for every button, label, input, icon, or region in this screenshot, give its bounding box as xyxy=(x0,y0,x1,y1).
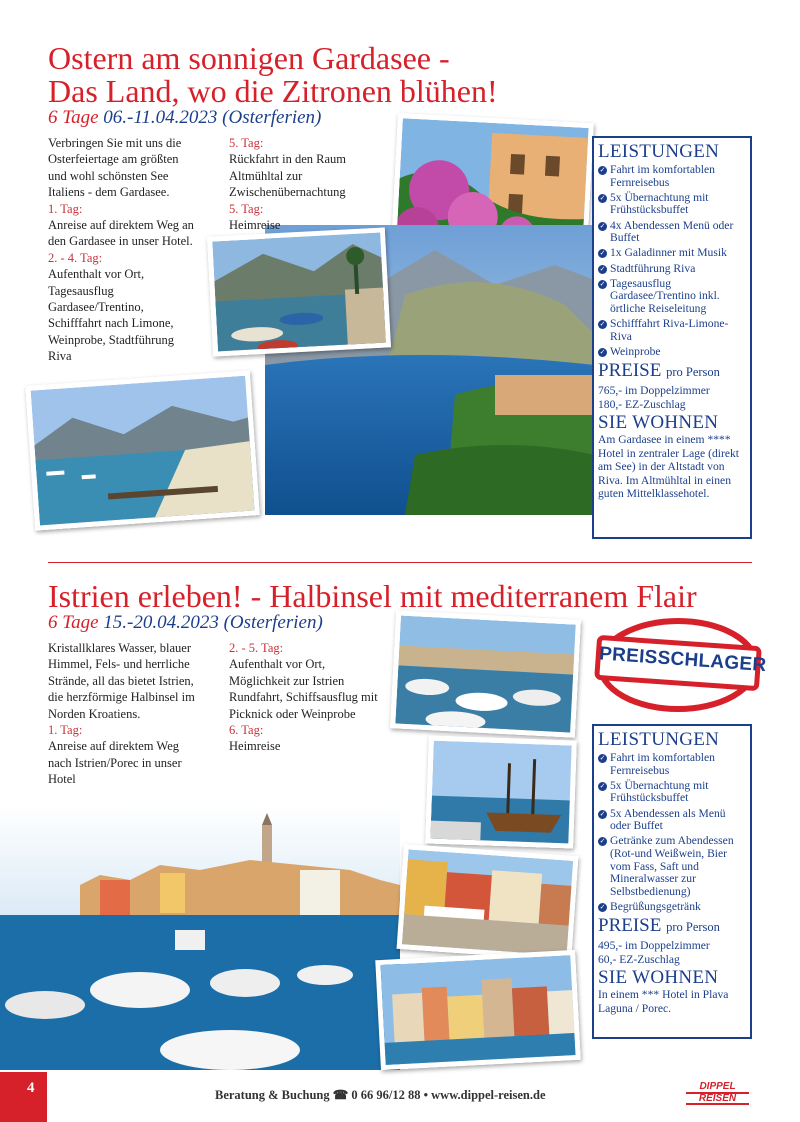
trip1.col2-text-line: Rückfahrt in den Raum xyxy=(229,152,346,167)
trip1-title-line1: Ostern am sonnigen Gardasee - xyxy=(48,40,450,76)
photo-promenade xyxy=(397,844,579,961)
leistung-text: Getränke zum Abendessen (Rot-und Weißwein, Bier vom Fass, Saft und Mineralwasser zur Selbstbedienung) xyxy=(610,834,734,898)
trip2.col1-text-line: nach Istrien/Porec in unser xyxy=(48,755,182,770)
trip1.col1-day-label: 2. - 4. Tag: xyxy=(48,250,103,265)
check-icon: ✓ xyxy=(599,279,606,288)
leistung-item xyxy=(598,835,746,898)
check-icon: ✓ xyxy=(599,320,606,329)
leistung-text: 5x Übernachtung mit Frühstücksbuffet xyxy=(610,778,709,805)
leistung-text: Begrüßungsgetränk xyxy=(610,899,701,913)
leistung-item xyxy=(598,808,746,833)
trip2.col1-text-line: Himmel, Fels- und herrliche xyxy=(48,657,190,672)
leistung-text: Fahrt im komfortablen Fernreisebus xyxy=(610,163,715,189)
trip1.col1-text-line: Weinprobe, Stadtführung xyxy=(48,332,175,347)
footer-contact[interactable]: Beratung & Buchung ☎ 0 66 96/12 88 • www.dippel-reisen.de xyxy=(215,1088,546,1102)
dippel-reisen-logo xyxy=(680,1082,755,1104)
trip2.col1-text-line: Strände, all das bietet Istrien, xyxy=(48,673,194,688)
leistung-item xyxy=(598,247,746,260)
trip2.col2-text-line: Möglichkeit zur Istrien xyxy=(229,673,345,688)
leistung-item xyxy=(598,192,746,217)
leistung-item xyxy=(598,901,746,914)
trip1.col1-text-line: Gardasee/Trentino, xyxy=(48,300,144,315)
trip2.col2-text-line: Picknick oder Weinprobe xyxy=(229,706,356,721)
trip2.col1-text-line: Hotel xyxy=(48,772,76,787)
photo-beach-pier xyxy=(25,370,260,530)
trip2-preise-heading xyxy=(598,916,746,937)
trip2.col2-day-label: 6. Tag: xyxy=(229,723,264,738)
trip1-description-col1 xyxy=(48,135,213,365)
logo-line1: DIPPEL xyxy=(699,1081,736,1092)
trip1-dates: 06.-11.04.2023 (Osterferien) xyxy=(103,107,322,128)
trip2.col1-day-label: 1. Tag: xyxy=(48,723,83,738)
trip2-preise-suffix: pro Person xyxy=(666,920,720,935)
trip1-wohnen-heading: SIE WOHNEN xyxy=(598,412,719,434)
trip2-info-box xyxy=(592,724,752,1039)
trip2-days: 6 Tage xyxy=(48,612,99,633)
trip2-dates: 15.-20.04.2023 (Osterferien) xyxy=(103,612,323,633)
logo-line2: REISEN xyxy=(686,1092,749,1105)
leistung-item xyxy=(598,346,746,359)
trip1.col1-text-line: Riva xyxy=(48,349,72,364)
trip1.col1-text-line: Italiens - dem Gardasee. xyxy=(48,185,170,200)
trip2-description-col2 xyxy=(229,640,399,755)
page-number: 4 xyxy=(0,1072,47,1122)
trip2.col1-text-line: Anreise auf direktem Weg xyxy=(48,739,180,754)
stamp-label: PREISSCHLAGER xyxy=(598,643,768,677)
trip1-days: 6 Tage xyxy=(48,107,99,128)
check-icon: ✓ xyxy=(599,249,606,258)
trip1.col1-text-line: Tagesausflug xyxy=(48,283,114,298)
photo-harbour-boats xyxy=(207,227,391,356)
trip2.col1-text-line: Norden Kroatiens. xyxy=(48,706,141,721)
check-icon: ✓ xyxy=(599,902,606,911)
check-icon: ✓ xyxy=(599,781,606,790)
check-icon: ✓ xyxy=(599,754,606,762)
trip1.col2-day-label: 5. Tag: xyxy=(229,136,264,150)
trip1-preise-heading xyxy=(598,361,746,382)
trip1-price-single: 180,- EZ-Zuschlag xyxy=(598,397,686,411)
check-icon: ✓ xyxy=(599,264,606,273)
trip1.col1-text-line: Anreise auf direktem Weg an xyxy=(48,218,194,233)
trip1.col2-day-label: 5. Tag: xyxy=(229,201,264,216)
trip1.col1-text-line: Osterfeiertage am größten xyxy=(48,152,179,167)
leistung-item xyxy=(598,220,746,245)
leistung-item xyxy=(598,780,746,805)
check-icon: ✓ xyxy=(599,221,606,230)
check-icon: ✓ xyxy=(599,347,606,356)
photo-pirate-ship xyxy=(425,735,577,848)
trip2-preise-title: PREISE xyxy=(598,915,662,937)
trip1-leistungen-list xyxy=(598,164,746,358)
leistung-text: Fahrt im komfortablen Fernreisebus xyxy=(610,751,715,777)
section-divider xyxy=(48,562,752,563)
trip1.col1-text-line: Aufenthalt vor Ort, xyxy=(48,267,145,282)
trip2-price-double: 495,- im Doppelzimmer xyxy=(598,939,710,953)
trip2-description-col1 xyxy=(48,640,218,788)
trip2-wohnen-text: In einem *** Hotel in Plava Laguna / Porec. xyxy=(598,988,729,1015)
trip1.col1-day-label: 1. Tag: xyxy=(48,201,83,216)
leistung-text: Weinprobe xyxy=(610,344,661,358)
trip2.col2-text-line: Rundfahrt, Schiffsausflug mit xyxy=(229,690,378,705)
trip2-dates-line xyxy=(48,612,323,634)
trip2-title: Istrien erleben! - Halbinsel mit mediterranem Flair xyxy=(48,578,697,614)
check-icon: ✓ xyxy=(599,837,606,846)
trip2-wohnen-heading: SIE WOHNEN xyxy=(598,967,719,989)
trip1.col1-text-line: und wohl schönsten See xyxy=(48,168,169,183)
leistung-item xyxy=(598,263,746,276)
trip2.col2-text-line: Heimreise xyxy=(229,739,281,754)
trip1-preise-title: PREISE xyxy=(598,360,662,382)
trip2.col2-text-line: Aufenthalt vor Ort, xyxy=(229,657,326,672)
leistung-text: Stadtführung Riva xyxy=(610,261,696,275)
leistung-text: 1x Galadinner mit Musik xyxy=(610,246,727,260)
trip1-preise-suffix: pro Person xyxy=(666,365,720,380)
trip1-price-double: 765,- im Doppelzimmer xyxy=(598,384,710,398)
trip2.col2-day-label: 2. - 5. Tag: xyxy=(229,641,284,655)
check-icon: ✓ xyxy=(599,193,606,202)
trip1.col1-text-line: Schifffahrt nach Limone, xyxy=(48,316,174,331)
trip1.col1-text-line: Verbringen Sie mit uns die xyxy=(48,136,182,150)
preisschlager-stamp xyxy=(593,615,768,715)
photo-rovinj-harbour xyxy=(0,805,400,1070)
trip1.col2-text-line: Zwischenübernachtung xyxy=(229,185,346,200)
trip1.col1-text-line: den Gardasee in unser Hotel. xyxy=(48,234,193,249)
leistung-text: Schifffahrt Riva-Limone-Riva xyxy=(610,317,729,343)
trip1-leistungen-heading: LEISTUNGEN xyxy=(598,141,720,162)
photo-rovinj-town xyxy=(375,950,580,1070)
trip2.col1-text-line: die herzförmige Halbinsel im xyxy=(48,690,195,705)
trip1-description-col2 xyxy=(229,135,394,233)
check-icon: ✓ xyxy=(599,166,606,174)
trip1.col2-text-line: Heimreise xyxy=(229,218,281,233)
trip1.col2-text-line: Altmühltal zur xyxy=(229,168,303,183)
trip2-price-single: 60,- EZ-Zuschlag xyxy=(598,952,680,966)
photo-marina xyxy=(390,610,581,738)
trip2-leistungen-heading: LEISTUNGEN xyxy=(598,729,720,750)
leistung-item xyxy=(598,278,746,316)
leistung-item xyxy=(598,164,746,189)
leistung-text: 4x Abendessen Menü oder Buffet xyxy=(610,218,734,245)
trip2.col1-text-line: Kristallklares Wasser, blauer xyxy=(48,641,192,655)
leistung-text: Tagesausflug Gardasee/Trentino inkl. örtliche Reiseleitung xyxy=(610,276,720,315)
check-icon: ✓ xyxy=(599,809,606,818)
trip1-dates-line xyxy=(48,107,321,129)
trip2-leistungen-list xyxy=(598,752,746,914)
trip1-wohnen-text: Am Gardasee in einem **** Hotel in zentraler Lage (direkt am See) in der Altstadt von Riva. Im Altmühltal in einen guten Mittelklassehotel. xyxy=(598,433,739,501)
leistung-item xyxy=(598,318,746,343)
leistung-item xyxy=(598,752,746,777)
trip1-title-line2: Das Land, wo die Zitronen blühen! xyxy=(48,73,498,109)
trip1-info-box xyxy=(592,136,752,539)
leistung-text: 5x Abendessen als Menü oder Buffet xyxy=(610,806,726,833)
leistung-text: 5x Übernachtung mit Frühstücksbuffet xyxy=(610,190,709,217)
